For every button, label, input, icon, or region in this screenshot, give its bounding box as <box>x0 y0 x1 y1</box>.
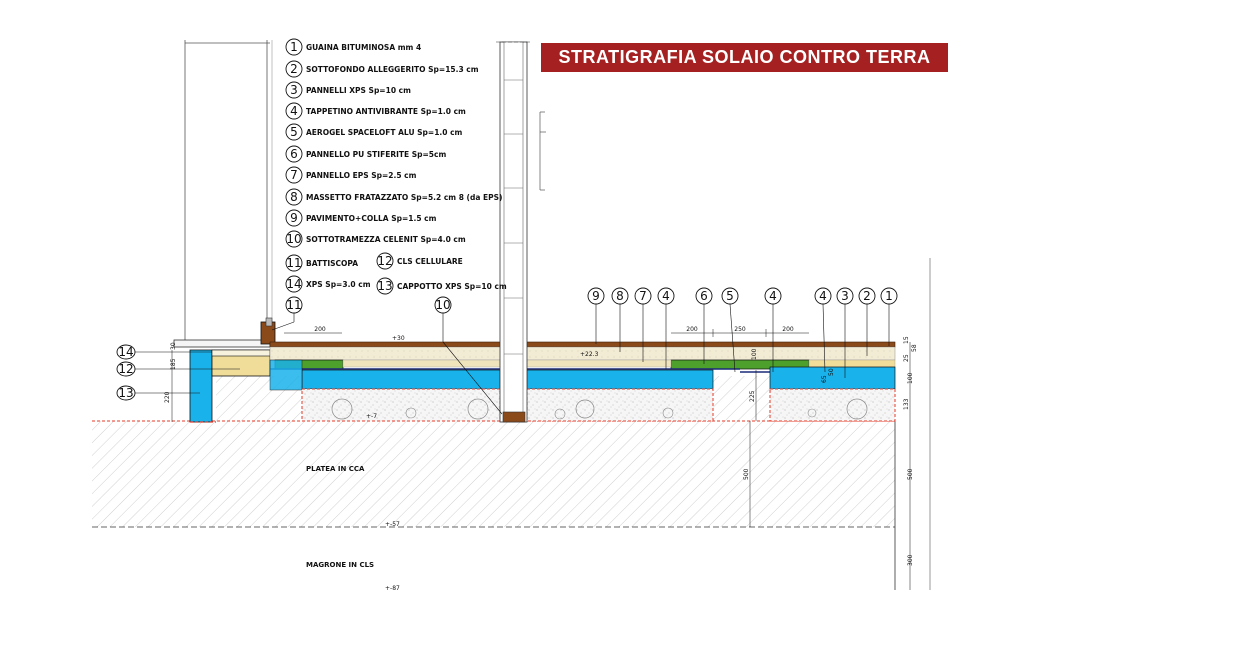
dim-50: 50 <box>828 368 835 376</box>
callout-12-number: 12 <box>118 362 134 376</box>
drawing-title: STRATIGRAFIA SOLAIO CONTRO TERRA <box>541 43 948 72</box>
dim-200-b: 200 <box>782 326 794 333</box>
legend-number-14: 14 <box>286 277 302 291</box>
dim-225: 225 <box>749 390 756 402</box>
callout-number-10: 1 <box>885 289 893 303</box>
level-plus-22-3: +22.3 <box>580 351 599 358</box>
legend-number-9: 9 <box>290 211 298 225</box>
callout-number-1: 8 <box>616 289 624 303</box>
legend-number-11: 11 <box>286 256 302 270</box>
dim-185: 185 <box>170 358 177 370</box>
legend-text-2: SOTTOFONDO ALLEGGERITO Sp=15.3 cm <box>306 65 479 74</box>
level-minus-7: +-7 <box>366 413 378 420</box>
dim-250: 250 <box>734 326 746 333</box>
legend-number-6: 6 <box>290 147 298 161</box>
legend-number-13: 13 <box>377 279 393 293</box>
magrone-label: MAGRONE IN CLS <box>306 561 375 569</box>
callout-number-0: 9 <box>592 289 600 303</box>
dim-200-a: 200 <box>686 326 698 333</box>
dim-15: 15 <box>903 336 910 344</box>
callout-number-7: 4 <box>819 289 827 303</box>
legend-text-6: PANNELLO PU STIFERITE Sp=5cm <box>306 150 447 159</box>
legend-number-5: 5 <box>290 125 298 139</box>
legend-number-1: 1 <box>290 40 298 54</box>
legend-text-5: AEROGEL SPACELOFT ALU Sp=1.0 cm <box>306 128 463 137</box>
dim-100: 100 <box>751 348 758 360</box>
legend <box>286 39 507 294</box>
legend-number-3: 3 <box>290 83 298 97</box>
legend-number-4: 4 <box>290 104 298 118</box>
sottofondo-layers <box>302 389 895 421</box>
legend-text-9: PAVIMENTO+COLLA Sp=1.5 cm <box>306 214 437 223</box>
legend-number-12: 12 <box>377 254 393 268</box>
dim-500-center: 500 <box>743 468 750 480</box>
legend-number-10: 10 <box>286 232 302 246</box>
callout-number-2: 7 <box>639 289 647 303</box>
callout-11-number: 11 <box>286 298 302 312</box>
callout-number-5: 5 <box>726 289 734 303</box>
level-minus-87: +-87 <box>385 585 400 592</box>
legend-text-14: XPS Sp=3.0 cm <box>306 280 371 289</box>
dim-100-right: 100 <box>907 372 914 384</box>
dim-220: 220 <box>164 391 171 403</box>
dim-300: 300 <box>907 554 914 566</box>
callout-13-number: 13 <box>118 386 134 400</box>
dim-30-left: 30 <box>170 342 177 350</box>
callout-10-number: 10 <box>435 298 451 312</box>
callout-number-9: 2 <box>863 289 871 303</box>
legend-text-7: PANNELLO EPS Sp=2.5 cm <box>306 171 417 180</box>
central-partition <box>496 42 532 422</box>
dim-65: 65 <box>821 375 828 383</box>
callout-number-3: 4 <box>662 289 670 303</box>
dim-133: 133 <box>903 398 910 410</box>
legend-number-7: 7 <box>290 168 298 182</box>
legend-text-10: SOTTOTRAMEZZA CELENIT Sp=4.0 cm <box>306 235 466 244</box>
level-minus-57: +-57 <box>385 521 400 528</box>
legend-text-4: TAPPETINO ANTIVIBRANTE Sp=1.0 cm <box>306 107 466 116</box>
callout-number-8: 3 <box>841 289 849 303</box>
legend-text-12: CLS CELLULARE <box>397 257 463 266</box>
callout-number-6: 4 <box>769 289 777 303</box>
left-wall <box>174 40 272 347</box>
legend-text-8: MASSETTO FRATAZZATO Sp=5.2 cm 8 (da EPS) <box>306 193 503 202</box>
callout-11 <box>272 297 302 330</box>
callout-14-number: 14 <box>118 345 134 359</box>
legend-number-2: 2 <box>290 62 298 76</box>
legend-text-11: BATTISCOPA <box>306 259 359 268</box>
callout-13 <box>117 386 200 400</box>
dim-200-left: 200 <box>314 326 326 333</box>
legend-text-1: GUAINA BITUMINOSA mm 4 <box>306 43 422 52</box>
callout-number-4: 6 <box>700 289 708 303</box>
level-plus-30: +30 <box>392 335 405 342</box>
platea-label: PLATEA IN CCA <box>306 465 365 473</box>
dim-58: 58 <box>911 344 918 352</box>
dim-25: 25 <box>903 354 910 362</box>
legend-number-8: 8 <box>290 190 298 204</box>
legend-text-3: PANNELLI XPS Sp=10 cm <box>306 86 411 95</box>
legend-text-13: CAPPOTTO XPS Sp=10 cm <box>397 282 507 291</box>
dimensions-horizontal <box>284 326 809 337</box>
dim-500-right: 500 <box>907 468 914 480</box>
